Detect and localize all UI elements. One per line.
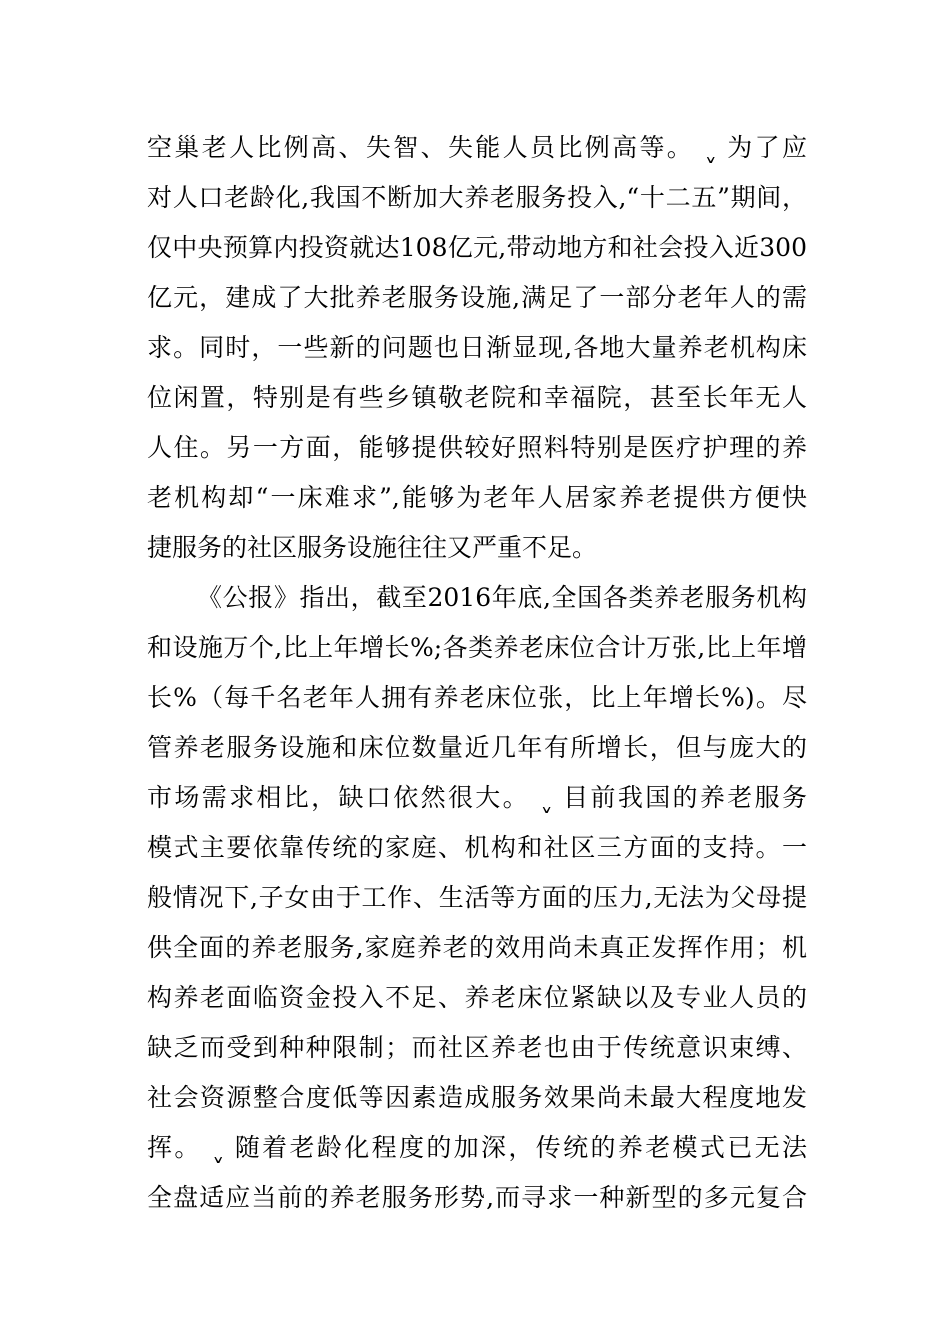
text-line: 人住。另一方面，能够提供较好照料特别是医疗护理的养 bbox=[147, 433, 807, 462]
text-line: 挥。 ˬ 随着老龄化程度的加深，传统的养老模式已无法 bbox=[147, 1133, 807, 1162]
text-line: 《公报》指出，截至2016年底,全国各类养老服务机构 bbox=[197, 583, 807, 612]
text-line: 长%（每千名老年人拥有养老床位张，比上年增长%)。尽 bbox=[147, 683, 807, 712]
text-line: 社会资源整合度低等因素造成服务效果尚未最大程度地发 bbox=[147, 1083, 807, 1112]
text-line: 构养老面临资金投入不足、养老床位紧缺以及专业人员的 bbox=[147, 983, 807, 1012]
text-line: 空巢老人比例高、失智、失能人员比例高等。 ˬ 为了应 bbox=[147, 133, 807, 162]
text-line: 亿元，建成了大批养老服务设施,满足了一部分老年人的需 bbox=[147, 283, 807, 312]
text-line: 对人口老龄化,我国不断加大养老服务投入,“十二五”期间， bbox=[147, 183, 807, 212]
text-line: 仅中央预算内投资就达108亿元,带动地方和社会投入近300 bbox=[147, 233, 807, 262]
text-line: 捷服务的社区服务设施往往又严重不足。 bbox=[147, 533, 598, 562]
text-line: 缺乏而受到种种限制；而社区养老也由于传统意识束缚、 bbox=[147, 1033, 807, 1062]
text-line: 般情况下,子女由于工作、生活等方面的压力,无法为父母提 bbox=[147, 883, 807, 912]
text-line: 供全面的养老服务,家庭养老的效用尚未真正发挥作用；机 bbox=[147, 933, 807, 962]
text-line: 全盘适应当前的养老服务形势,而寻求一种新型的多元复合 bbox=[147, 1183, 807, 1212]
text-line: 管养老服务设施和床位数量近几年有所增长，但与庞大的 bbox=[147, 733, 807, 762]
text-line: 老机构却“一床难求”,能够为老年人居家养老提供方便快 bbox=[147, 483, 807, 512]
text-line: 和设施万个,比上年增长%;各类养老床位合计万张,比上年增 bbox=[147, 633, 807, 662]
text-line: 市场需求相比，缺口依然很大。 ˬ 目前我国的养老服务 bbox=[147, 783, 807, 812]
text-line: 模式主要依靠传统的家庭、机构和社区三方面的支持。一 bbox=[147, 833, 807, 862]
text-line: 位闲置，特别是有些乡镇敬老院和幸福院，甚至长年无人 bbox=[147, 383, 807, 412]
text-line: 求。同时，一些新的问题也日渐显现,各地大量养老机构床 bbox=[147, 333, 807, 362]
